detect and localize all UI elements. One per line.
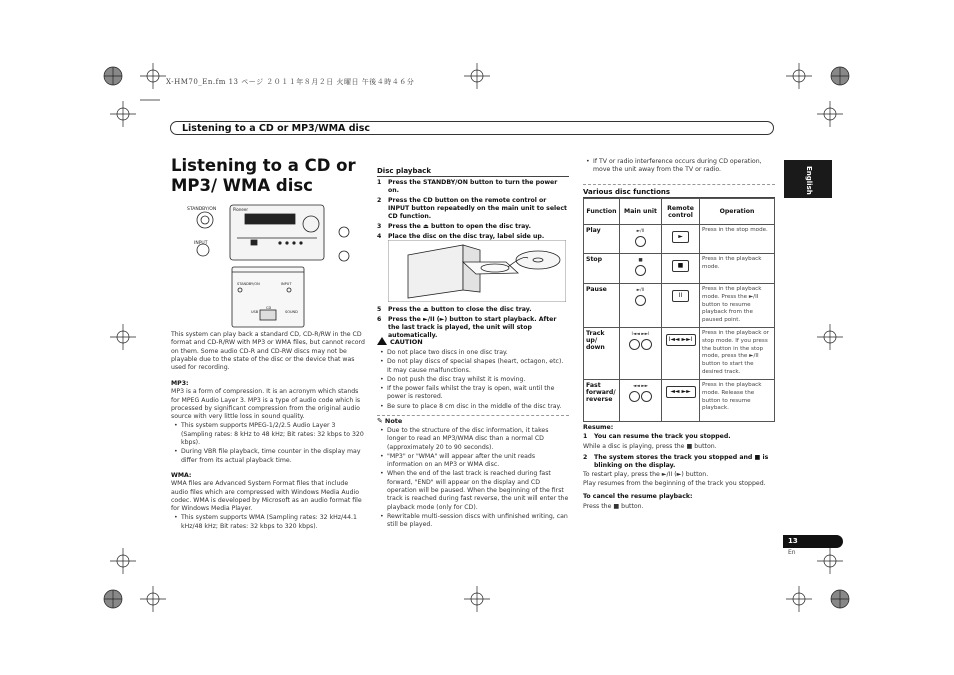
steps-list-a	[377, 179, 569, 243]
caution-heading: CAUTION	[377, 337, 569, 346]
main-skip-back-button-icon	[629, 339, 640, 350]
file-header-note: X-HM70_En.fm 13 ページ ２０１１年８月２日 火曜日 午後４時４６分	[166, 78, 415, 86]
remote-skip-icon: I◄◄ ►►I	[666, 334, 696, 346]
table-row: Pause ►/II II Press in the playback mode. Press the ►/II button to resume playback from the paused point.	[584, 284, 775, 328]
main-skip-forward-button-icon	[641, 339, 652, 350]
interference-note	[583, 158, 775, 176]
main-rewind-button-icon	[629, 391, 640, 402]
list-item: • Do not push the disc tray whilst it is moving.	[377, 376, 569, 384]
note-icon: ✎	[377, 417, 383, 425]
note-heading: ✎ Note	[377, 417, 403, 425]
wma-body: WMA files are Advanced System Format files that include audio files which are compressed with Windows Media Audio codec. WMA is developed by Microsoft as an audio format file for Windows Media Player.	[171, 480, 362, 513]
column-header: Remote control	[662, 199, 700, 225]
table-row: Stop ■ ■ Press in the playback mode.	[584, 254, 775, 284]
main-stop-button-icon	[635, 265, 646, 276]
remote-cd-label: CD	[266, 306, 272, 310]
table-header-row	[584, 199, 775, 225]
list-item: 2 Press the CD button on the remote control or INPUT button repeatedly on the main unit to select CD function.	[377, 197, 567, 220]
list-item: • When the end of the last track is reached during fast forward, "END" will appear on the display and CD operation will be paused. When the beginning of the first track is reached during fast reverse, the unit will enter the playback mode (only for CD).	[377, 470, 569, 511]
remote-play-icon: ►	[672, 231, 689, 243]
remote-pause-icon: II	[672, 290, 689, 302]
resume-line-1: While a disc is playing, press the ■ button.	[583, 442, 717, 450]
language-tab: English	[784, 160, 832, 198]
input-figure-label: INPUT	[194, 241, 208, 246]
list-item: • Due to the structure of the disc information, it takes longer to read an MP3/WMA disc than a normal CD (approximately 20 to 90 seconds).	[377, 427, 569, 452]
list-item: 5 Press the ⏏ button to close the disc tray.	[377, 306, 532, 313]
list-item: 1 Press the STANDBY/ON button to turn the power on.	[377, 179, 558, 194]
disc-playback-heading: Disc playback	[377, 167, 431, 175]
functions-table	[583, 198, 775, 422]
resume-line-3: Play resumes from the beginning of the track you stopped.	[583, 479, 766, 487]
page-language: En	[788, 549, 796, 556]
divider	[377, 415, 569, 416]
list-item: • If TV or radio interference occurs during CD operation, move the unit away from the TV or radio.	[583, 158, 775, 175]
list-item: • Rewritable multi-session discs with unfinished writing, can still be played.	[377, 513, 569, 530]
mp3-body: MP3 is a form of compression. It is an acronym which stands for MPEG Audio Layer 3. MP3 is a type of audio code which is processed by significant compression from the original audio source with very little loss in sound quality.	[171, 388, 361, 421]
play-pause-button-figure	[339, 227, 349, 237]
main-fast-forward-button-icon	[641, 391, 652, 402]
list-item: 3 Press the ⏏ button to open the disc tray.	[377, 223, 531, 230]
disc-tray-illustration	[388, 240, 566, 302]
remote-usb-label: USB	[251, 310, 259, 314]
main-play-pause-button-icon	[635, 295, 646, 306]
remote-stop-icon: ■	[672, 260, 689, 272]
list-item: • This system supports WMA (Sampling rates: 32 kHz/44.1 kHz/48 kHz; Bit rates: 32 kbps to 320 kbps).	[171, 514, 367, 531]
list-item: • Do not play discs of special shapes (heart, octagon, etc). It may cause malfunctions.	[377, 358, 569, 375]
resume-heading: Resume:	[583, 424, 614, 431]
list-item: • Be sure to place 8 cm disc in the middle of the disc tray.	[377, 403, 569, 411]
divider	[377, 176, 569, 177]
table-row: Fast forward/ reverse ◄◄ ►► ◄◄ ►► Press in the playback mode. Release the button to resume playback.	[584, 379, 775, 421]
list-item: 4 Place the disc on the disc tray, label side up.	[377, 233, 545, 240]
eject-button-figure	[339, 251, 349, 261]
cancel-resume-heading: To cancel the resume playback:	[583, 493, 693, 501]
remote-input-label: INPUT	[281, 282, 292, 286]
intro-paragraph: This system can play back a standard CD, CD-R/RW in the CD format and CD-R/RW with MP3 or WMA files, but cannot record on them. Some audio CD-R and CD-RW discs may not be playable due to the state of the disc or the device that was used for recording.	[171, 331, 365, 372]
list-item: • If the power fails whilst the tray is open, wait until the power is restored.	[377, 385, 569, 402]
main-play-pause-button-icon	[635, 236, 646, 247]
various-functions-heading: Various disc functions	[583, 188, 671, 196]
resume-line-2: To restart play, press the ►/II (►) button.	[583, 471, 709, 479]
page-number: 13	[783, 535, 843, 548]
section-header: Listening to a CD or MP3/WMA disc	[170, 121, 774, 135]
brand-label: Pioneer	[233, 207, 248, 212]
resume-step-2: 2 The system stores the track you stopped and ■ is blinking on the display.	[583, 453, 769, 470]
list-item: • This system supports MPEG-1/2/2.5 Audio Layer 3 (Sampling rates: 8 kHz to 48 kHz; Bit rates: 32 kbps to 320 kbps).	[171, 422, 367, 447]
mp3-heading: MP3:	[171, 380, 189, 387]
column-header: Operation	[700, 199, 775, 225]
table-row: Track up/ down I◄◄ ►►I I◄◄ ►►I Press in the playback or stop mode. If you press the button in the stop mode, press the ►/II button to start the desired track.	[584, 327, 775, 379]
page-title: Listening to a CD or MP3/ WMA disc	[171, 156, 356, 195]
list-item: • Do not place two discs in one disc tray.	[377, 349, 569, 357]
resume-step-1: 1 You can resume the track you stopped.	[583, 433, 731, 441]
list-item: 6 Press the ►/II (►) button to start playback. After the last track is played, the unit will stop automatically.	[377, 316, 557, 339]
table-row: Play ►/II ► Press in the stop mode.	[584, 225, 775, 254]
column-header: Function	[584, 199, 620, 225]
device-illustration	[185, 200, 355, 328]
cancel-resume-text: Press the ■ button.	[583, 503, 644, 511]
warning-icon	[377, 337, 387, 345]
standby-button-figure	[197, 212, 213, 228]
divider	[583, 184, 775, 185]
remote-sound-label: SOUND	[285, 310, 298, 314]
list-item: • During VBR file playback, time counter in the display may differ from its actual playback time.	[171, 448, 367, 465]
wma-heading: WMA:	[171, 472, 192, 479]
column-header: Main unit	[620, 199, 662, 225]
standby-figure-label: STANDBY/ON	[187, 207, 217, 212]
remote-standby-label: STANDBY/ON	[237, 282, 260, 286]
list-item: • "MP3" or "WMA" will appear after the unit reads information on an MP3 or WMA disc.	[377, 453, 569, 470]
remote-search-icon: ◄◄ ►►	[666, 386, 696, 398]
